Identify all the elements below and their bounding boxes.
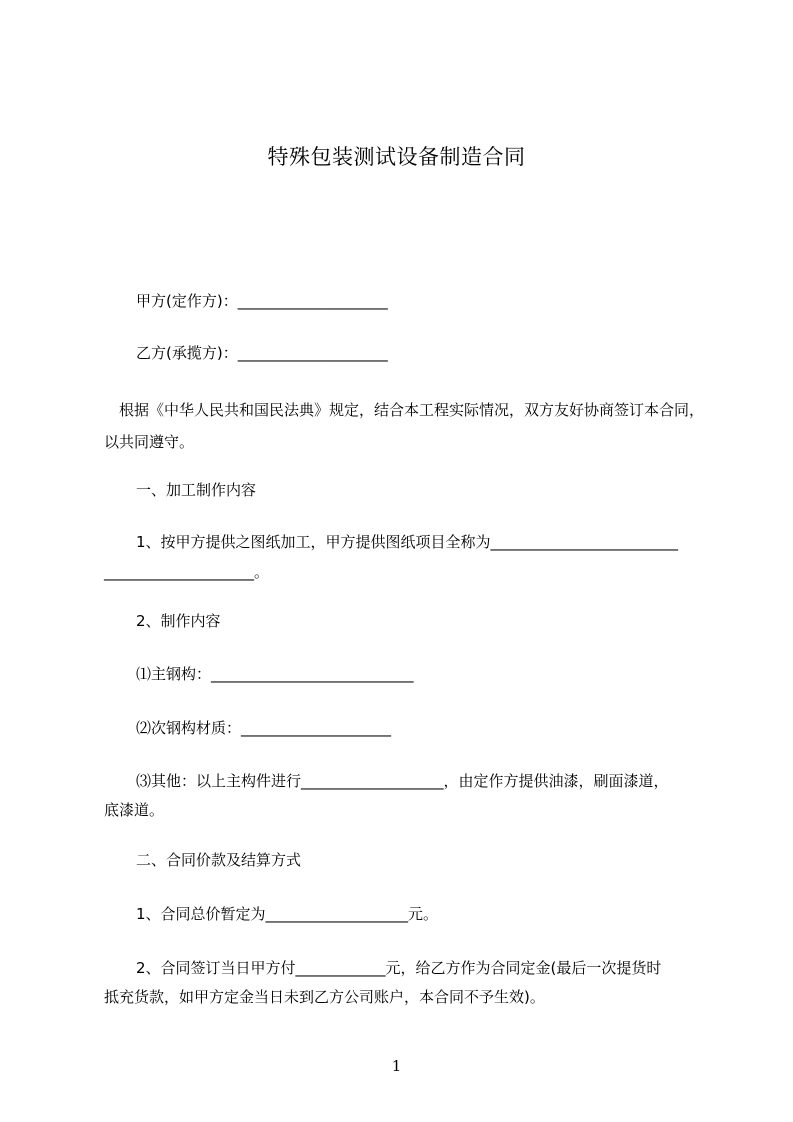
- preamble-paragraph: 根据《中华人民共和国民法典》规定，结合本工程实际情况，双方友好协商签订本合同，以共同遵守。: [104, 401, 705, 451]
- page-number: 1: [391, 1057, 402, 1075]
- party-a-line: 甲方(定作方)：____________________: [136, 292, 388, 310]
- item-2-2-secondary-steel: ⑵次钢构材质：____________________: [136, 719, 392, 737]
- item-2-3-line-2: 底漆道。: [104, 801, 165, 819]
- item-2-1-main-steel: ⑴主钢构：___________________________: [136, 665, 414, 683]
- item-2-3-line-1: ⑶其他：以上主构件进行___________________，由定作方提供油漆，刷面漆道，: [136, 772, 669, 790]
- item-2-heading: 2、制作内容: [136, 612, 221, 630]
- section-1-heading: 一、加工制作内容: [136, 481, 257, 499]
- item-1-text-line-1: 1、按甲方提供之图纸加工，甲方提供图纸项目全称为_________________________: [136, 533, 679, 551]
- price-item-2-line-1: 2、合同签订当日甲方付____________元，给乙方作为合同定金(最后一次提货时: [136, 959, 662, 977]
- section-2-heading: 二、合同价款及结算方式: [136, 851, 302, 869]
- item-1-text-line-2: ____________________。: [104, 563, 270, 581]
- party-b-line: 乙方(承揽方)：____________________: [136, 344, 388, 362]
- price-item-2-line-2: 抵充货款，如甲方定金当日未到乙方公司账户，本合同不予生效)。: [104, 988, 545, 1006]
- document-title: 特殊包装测试设备制造合同: [267, 145, 526, 169]
- price-item-1: 1、合同总价暂定为___________________元。: [136, 905, 439, 923]
